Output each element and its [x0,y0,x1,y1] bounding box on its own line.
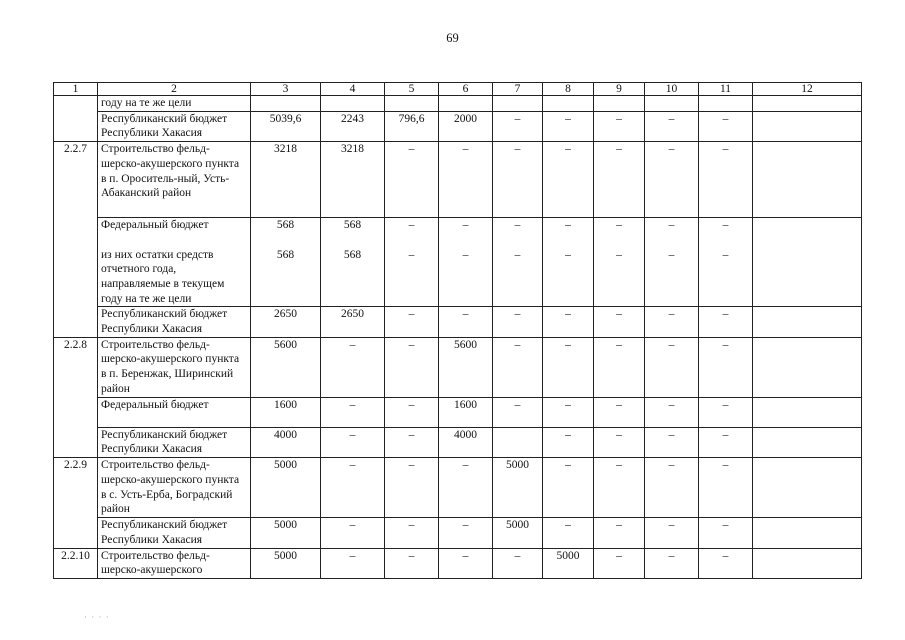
value-cell [645,96,699,112]
value-cell: 3218 [321,142,385,218]
value-cell: – [594,142,645,218]
value-cell [543,96,594,112]
value-cell: – [493,548,543,578]
notes-cell [753,337,862,397]
value-cell [493,218,543,307]
value-cell: 3218 [251,142,321,218]
value-cell: – [543,111,594,141]
value-sub-text: – [668,248,675,261]
table-row [54,96,862,112]
value-cell [645,218,699,307]
row-code: 2.2.9 [54,458,98,518]
value-cell: 5000 [543,548,594,578]
value-cell [594,218,645,307]
row-code [54,111,98,141]
value-gap [597,233,641,248]
value-cell: 2243 [321,111,385,141]
value-cell: – [594,337,645,397]
notes-cell [753,518,862,548]
value-cell: – [645,518,699,548]
value-cell: 5000 [493,458,543,518]
header-cell: 6 [439,83,493,96]
value-cell [385,218,439,307]
value-cell: – [645,427,699,457]
value-sub-text: – [565,248,571,261]
value-cell: – [699,548,753,578]
value-sub-text: – [616,248,622,261]
row-name: Республиканский бюджет Республики Хакасия [98,427,251,457]
value-cell: – [594,518,645,548]
value-cell [699,218,753,307]
value-cell: 5000 [251,458,321,518]
value-cell [385,96,439,112]
notes-cell [753,218,862,307]
value-cell: 1600 [251,397,321,427]
value-cell: – [594,397,645,427]
value-cell: – [543,427,594,457]
value-cell: – [594,548,645,578]
value-gap [442,233,489,248]
value-text: – [514,219,521,232]
row-name: Федеральный бюджет [98,397,251,427]
row-code [54,397,98,427]
value-text: – [668,219,675,232]
value-cell: – [439,142,493,218]
value-cell: – [439,307,493,337]
header-cell: 11 [699,83,753,96]
value-cell: – [543,518,594,548]
value-gap [496,233,539,248]
value-cell [439,96,493,112]
value-cell: – [385,548,439,578]
value-cell: – [385,518,439,548]
notes-cell [753,96,862,112]
value-cell: – [385,307,439,337]
notes-cell [753,458,862,518]
table-row [54,397,862,427]
value-cell: 5000 [251,548,321,578]
value-cell: – [645,458,699,518]
value-sub-text: – [514,248,521,261]
row-subname-text: из них остатки средств отчетного года, направляемые в текущем году на те же цели [101,248,225,305]
row-code: 2.2.7 [54,142,98,218]
value-cell: – [699,458,753,518]
value-cell [594,96,645,112]
value-text: 568 [343,219,362,232]
value-cell: – [594,458,645,518]
value-cell [321,96,385,112]
value-gap [388,233,435,248]
value-cell: – [543,307,594,337]
value-cell: – [439,518,493,548]
row-code: 2.2.8 [54,337,98,397]
value-cell: – [543,142,594,218]
value-cell: 1600 [439,397,493,427]
value-cell: 5000 [251,518,321,548]
value-gap [254,233,317,248]
row-code [54,96,98,112]
row-code [54,307,98,337]
table-row [54,518,862,548]
page-number: 69 [446,31,459,45]
scan-mark: · · · · [84,612,110,622]
value-cell: – [699,142,753,218]
row-code [54,518,98,548]
value-cell: – [321,427,385,457]
table-row [54,337,862,397]
value-cell: – [594,111,645,141]
value-cell: – [321,397,385,427]
value-sub-text: – [408,248,415,261]
table-row [54,307,862,337]
table-row [54,111,862,141]
row-name [98,218,251,307]
value-cell [251,218,321,307]
value-cell: – [543,337,594,397]
value-cell [321,218,385,307]
value-cell: – [699,307,753,337]
value-cell: – [385,427,439,457]
value-cell: – [645,337,699,397]
value-text: 568 [276,219,295,232]
row-name: Республиканский бюджет Республики Хакасия [98,111,251,141]
row-gap [101,233,247,248]
header-cell: 9 [594,83,645,96]
value-cell: – [321,518,385,548]
table-row [54,458,862,518]
notes-cell [753,548,862,578]
value-text: – [565,219,571,232]
value-cell: 2000 [439,111,493,141]
value-cell: – [439,458,493,518]
value-cell: – [493,111,543,141]
value-cell [493,96,543,112]
header-cell: 3 [251,83,321,96]
table-body [54,96,862,579]
row-code [54,218,98,307]
value-cell: – [493,397,543,427]
value-cell: 5600 [251,337,321,397]
row-name: году на те же цели [98,96,251,112]
value-cell: – [594,307,645,337]
table-row [54,427,862,457]
header-cell: 12 [753,83,862,96]
row-name: Строительство фельд-шерско-акушерского пункта в с. Усть-Ерба, Боградский район [98,458,251,518]
value-cell: 2650 [321,307,385,337]
row-name: Республиканский бюджет Республики Хакасия [98,518,251,548]
value-cell: – [321,337,385,397]
header-row [54,83,862,96]
notes-cell [753,397,862,427]
value-cell: – [645,142,699,218]
header-cell: 5 [385,83,439,96]
notes-cell [753,427,862,457]
value-cell [699,96,753,112]
value-cell: – [493,307,543,337]
value-sub-text: 568 [276,248,295,261]
header-cell: 8 [543,83,594,96]
value-gap [648,233,695,248]
row-name-text: Федеральный бюджет [101,219,209,232]
value-gap [546,233,590,248]
value-cell: – [699,397,753,427]
value-gap [324,233,381,248]
row-name: Строительство фельд-шерско-акушерского пункта в п. Беренжак, Ширинский район [98,337,251,397]
value-text: – [722,219,729,232]
value-cell: 2650 [251,307,321,337]
value-cell: – [699,111,753,141]
header-cell: 2 [98,83,251,96]
value-cell: 5039,6 [251,111,321,141]
row-code: 2.2.10 [54,548,98,578]
value-cell: – [385,458,439,518]
value-sub-text: – [462,248,469,261]
value-cell: – [543,458,594,518]
notes-cell [753,307,862,337]
value-cell: 5600 [439,337,493,397]
value-text: – [408,219,415,232]
value-cell: – [645,397,699,427]
header-cell: 1 [54,83,98,96]
value-cell: – [385,337,439,397]
value-cell: – [493,142,543,218]
value-cell: – [439,548,493,578]
value-cell: 4000 [251,427,321,457]
header-cell: 7 [493,83,543,96]
value-cell [543,218,594,307]
value-cell: – [699,337,753,397]
header-cell: 4 [321,83,385,96]
value-cell: – [645,548,699,578]
value-sub-text: 568 [343,248,362,261]
value-cell [493,427,543,457]
budget-table [53,82,862,579]
table-row [54,142,862,218]
value-cell: – [493,337,543,397]
value-cell: – [543,397,594,427]
value-cell: – [321,458,385,518]
value-cell: – [645,307,699,337]
row-name: Строительство фельд-шерско-акушерского пункта в п. Ороситель-ный, Усть-Абаканский район [98,142,251,218]
value-cell: 4000 [439,427,493,457]
value-cell [439,218,493,307]
value-text: – [462,219,469,232]
row-name: Республиканский бюджет Республики Хакасия [98,307,251,337]
table-row [54,548,862,578]
notes-cell [753,111,862,141]
value-text: – [616,219,622,232]
value-sub-text: – [722,248,729,261]
row-code [54,427,98,457]
value-gap [702,233,749,248]
table-row [54,218,862,307]
value-cell [251,96,321,112]
header-cell: 10 [645,83,699,96]
value-cell: 796,6 [385,111,439,141]
value-cell: 5000 [493,518,543,548]
value-cell: – [594,427,645,457]
value-cell: – [645,111,699,141]
value-cell: – [385,397,439,427]
value-cell: – [699,427,753,457]
value-cell: – [321,548,385,578]
row-name: Строительство фельд-шерско-акушерского [98,548,251,578]
notes-cell [753,142,862,218]
value-cell: – [385,142,439,218]
value-cell: – [699,518,753,548]
